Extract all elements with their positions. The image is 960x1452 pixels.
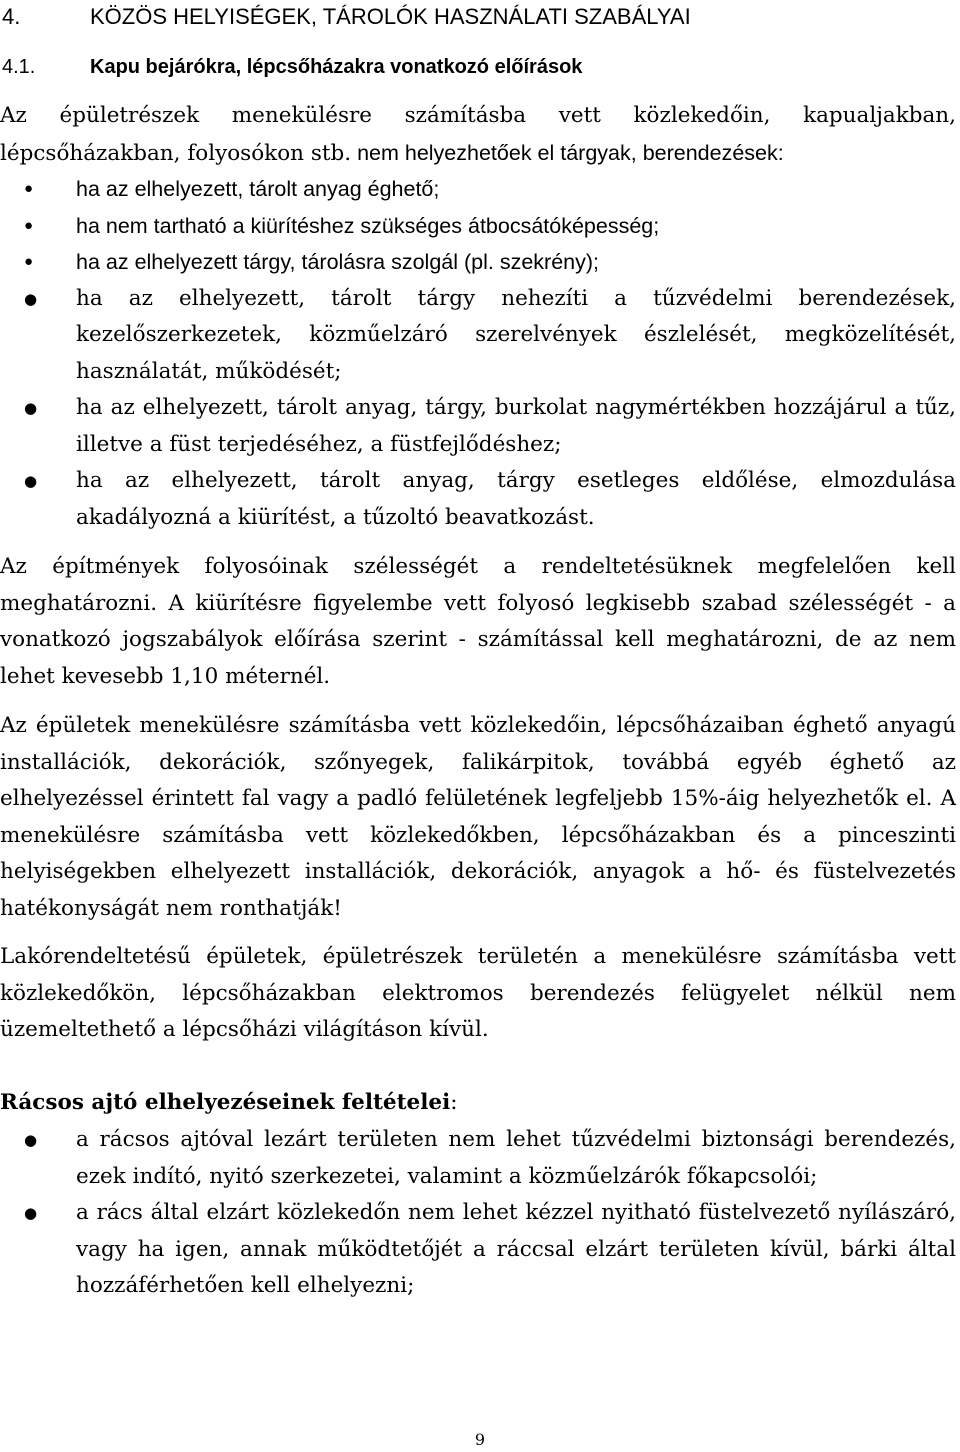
bullet-icon: ● xyxy=(24,1204,38,1222)
list-item: ● ha az elhelyezett, tárolt anyag éghető; xyxy=(0,171,956,208)
grille-door-title: Rácsos ajtó elhelyezéseinek feltételei xyxy=(0,1090,451,1115)
section-title: KÖZÖS HELYISÉGEK, TÁROLÓK HASZNÁLATI SZABÁLYAI xyxy=(90,4,691,29)
bullet-icon: ● xyxy=(24,180,34,197)
section-heading xyxy=(2,2,691,32)
subsection-number: 4.1. xyxy=(2,56,36,78)
intro-sans-text: nem helyezhetőek el tárgyak, berendezések: xyxy=(351,140,784,165)
list-item: ● ha az elhelyezett, tárolt anyag, tárgy esetleges eldőlése, elmozdulása akadályozná a kiürítést, a tűzoltó beavatkozást. xyxy=(0,463,956,536)
installations-paragraph: Az épületek menekülésre számításba vett közlekedőin, lépcsőházaiban éghető anyagú installációk, dekorációk, szőnyegek, falikárpitok, továbbá egyéb éghető az elhelyezéssel érintett fal vagy a padló felületének legfeljebb 15%-áig helyezhetők el. A menekülésre számításba vett közlekedőkben, lépcsőházakban és a pinceszinti helyiségekben elhelyezett installációk, dekorációk, anyagok a hő- és füstelvezetés hatékonyságát nem ronthatják! xyxy=(0,713,956,921)
intro-paragraph xyxy=(0,98,956,172)
electrical-paragraph: Lakórendeltetésű épületek, épületrészek területén a menekülésre számításba vett közlekedőkön, lépcsőházakban elektromos berendezés felügyelet nélkül nem üzemeltethető a lépcsőházi világításon kívül. xyxy=(0,944,956,1042)
bullet-icon: ● xyxy=(24,399,38,417)
bullet-icon: ● xyxy=(24,289,38,308)
list-item: ● ha az elhelyezett, tárolt tárgy nehezíti a tűzvédelmi berendezések, kezelőszerkezetek, közműelzáró szerelvények észlelését, megközelítését, használatát, működését; xyxy=(0,281,956,391)
list-item: ● ha nem tartható a kiürítéshez szükséges átbocsátóképesség; xyxy=(0,208,956,245)
bullet-icon: ● xyxy=(24,1131,38,1149)
bullet-icon: ● xyxy=(24,472,38,490)
list-item: ● ha az elhelyezett tárgy, tárolásra szolgál (pl. szekrény); xyxy=(0,244,956,281)
list-item: ● a rácsos ajtóval lezárt területen nem lehet tűzvédelmi biztonsági berendezés, ezek indító, nyitó szerkezetei, valamint a közműelzárók főkapcsolói; xyxy=(0,1122,956,1195)
page-number: 9 xyxy=(474,1430,486,1449)
subsection-heading xyxy=(2,52,582,82)
list-item: ● ha az elhelyezett, tárolt anyag, tárgy, burkolat nagymértékben hozzájárul a tűz, illetve a füst terjedéséhez, a füstfejlődéshez; xyxy=(0,390,956,463)
corridor-width-paragraph: Az építmények folyosóinak szélességét a rendeltetésüknek megfelelően kell meghatározni. A kiürítésre figyelembe vett folyosó legkisebb szabad szélességét - a vonatkozó jogszabályok előírása szerint - számítással kell meghatározni, de az nem lehet kevesebb 1,10 méternél. xyxy=(0,554,956,689)
bullet-icon: ● xyxy=(24,253,34,270)
intro-serif-text: Az épületrészek menekülésre számításba vett közlekedőin, kapualjakban, lépcsőházakban, folyosókon stb. xyxy=(0,103,956,166)
subsection-title: Kapu bejárókra, lépcsőházakra vonatkozó előírások xyxy=(90,56,583,78)
grille-door-conditions-list xyxy=(0,1122,956,1305)
grille-door-heading: Rácsos ajtó elhelyezéseinek feltételei: xyxy=(0,1090,458,1115)
bullet-icon: ● xyxy=(24,216,34,234)
restriction-list xyxy=(0,171,956,536)
section-number: 4. xyxy=(2,4,21,29)
list-item: ● a rács által elzárt közlekedőn nem lehet kézzel nyitható füstelvezető nyílászáró, vagy ha igen, annak működtetőjét a ráccsal elzárt területen kívül, bárki által hozzáférhetően kell elhelyezni; xyxy=(0,1195,956,1305)
